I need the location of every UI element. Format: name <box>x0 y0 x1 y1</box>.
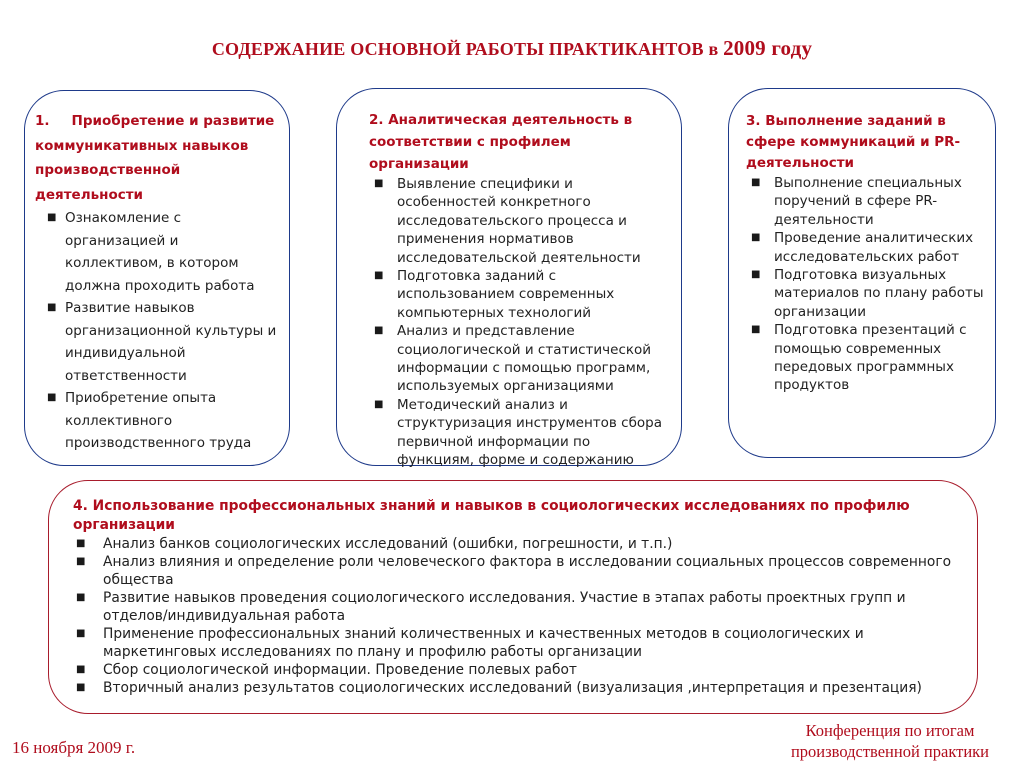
square-bullet-icon: ■ <box>751 177 761 188</box>
square-bullet-icon: ■ <box>47 212 57 223</box>
item-list <box>73 535 967 697</box>
square-bullet-icon: ■ <box>751 324 761 336</box>
list-item: ■ Анализ банков социологических исследований (ошибки, погрешности, и т.п.) <box>76 536 673 552</box>
section-pr-tasks <box>728 88 996 458</box>
list-item: ■ Ознакомление с организацией и коллективом, в котором должна проходить работа <box>35 207 279 297</box>
list-item: ■ Сбор социологической информации. Проведение полевых работ <box>76 662 577 678</box>
page-title-year: 2009 году <box>723 36 813 60</box>
square-bullet-icon: ■ <box>76 628 86 639</box>
footer-date: 16 ноября 2009 г. <box>12 738 136 757</box>
square-bullet-icon: ■ <box>76 592 86 603</box>
list-item: ■ Анализ влияния и определение роли человеческого фактора в исследовании социальных процессов современного общества <box>76 554 952 588</box>
list-item: ■ Приобретение опыта коллективного производственного труда <box>35 387 279 455</box>
section-communication-skills <box>24 90 290 466</box>
list-item: ■ Применение профессиональных знаний количественных и качественных методов в социологических и маркетинговых исследованиях по плану и профилю работы организации <box>76 626 864 660</box>
section-title <box>35 109 279 207</box>
square-bullet-icon: ■ <box>751 232 761 244</box>
square-bullet-icon: ■ <box>374 178 384 189</box>
square-bullet-icon: ■ <box>374 325 384 337</box>
section-professional-knowledge <box>48 480 978 714</box>
square-bullet-icon: ■ <box>76 664 86 675</box>
square-bullet-icon: ■ <box>47 392 57 403</box>
list-item: ■ Методический анализ и структуризация инструментов сбора первичной информации по функциям, форме и содержанию <box>374 396 663 469</box>
square-bullet-icon: ■ <box>751 269 761 281</box>
section-title-text: Приобретение и развитие коммуникативных навыков производственной деятельности <box>35 113 275 203</box>
section-analytical-activity <box>336 88 682 469</box>
square-bullet-icon: ■ <box>76 556 86 567</box>
list-item: ■ Подготовка визуальных материалов по плану работы организации <box>751 267 984 320</box>
item-list <box>35 207 279 455</box>
square-bullet-icon: ■ <box>76 538 86 549</box>
list-item: ■ Развитие навыков проведения социологического исследования. Участие в этапах работы проектных групп и отделов/индивидуальная работа <box>76 590 906 624</box>
section-number: 1. <box>35 113 50 129</box>
section-title: 4. Использование профессиональных знаний и навыков в социологических исследованиях по профилю организации <box>73 498 910 533</box>
list-item: ■ Выявление специфики и особенностей конкретного исследовательского процесса и применения нормативов исследовательской деятельности <box>374 176 641 266</box>
list-item: ■ Развитие навыков организационной культуры и индивидуальной ответственности <box>35 297 279 387</box>
section-title: 2. Аналитическая деятельность в соответствии с профилем организации <box>369 112 633 172</box>
list-item: ■ Анализ и представление социологической и статистической информации с помощью программ, используемых организациями <box>374 323 652 395</box>
page-title-main: СОДЕРЖАНИЕ ОСНОВНОЙ РАБОТЫ ПРАКТИКАНТОВ в <box>211 39 724 59</box>
footer-conference: Конференция по итогам производственной практики <box>790 721 990 761</box>
page-title <box>0 36 1024 61</box>
list-item: ■ Подготовка заданий с использованием современных компьютерных технологий <box>374 268 615 321</box>
list-item: ■ Вторичный анализ результатов социологических исследований (визуализация ,интерпретация и презентация) <box>76 680 922 696</box>
square-bullet-icon: ■ <box>47 302 57 313</box>
item-list <box>746 174 987 395</box>
list-item: ■ Выполнение специальных поручений в сфере PR-деятельности <box>751 175 962 228</box>
section-title: 3. Выполнение заданий в сфере коммуникаций и PR-деятельности <box>746 113 961 171</box>
list-item: ■ Подготовка презентаций с помощью современных передовых программных продуктов <box>751 322 967 394</box>
square-bullet-icon: ■ <box>76 682 86 693</box>
square-bullet-icon: ■ <box>374 270 384 282</box>
item-list <box>369 175 671 470</box>
square-bullet-icon: ■ <box>374 398 384 410</box>
list-item: ■ Проведение аналитических исследовательских работ <box>751 230 974 265</box>
